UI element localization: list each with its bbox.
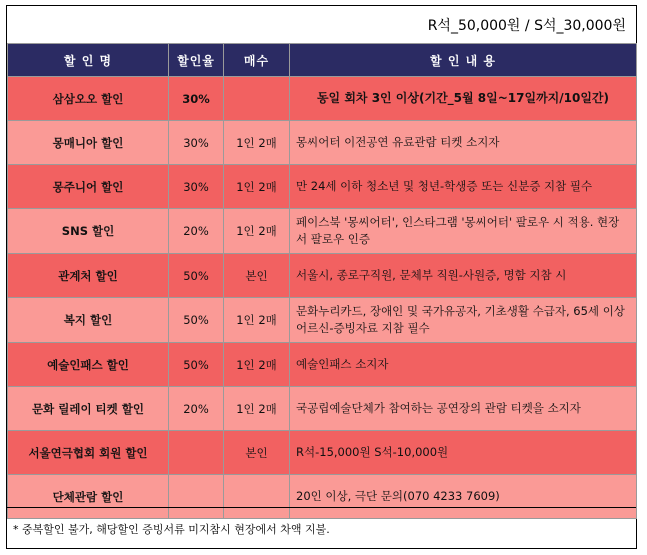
discount-rate: 50% (169, 298, 224, 343)
discount-desc: 만 24세 이하 청소년 및 청년-학생증 또는 신분증 지참 필수 (290, 165, 637, 209)
discount-count: 1인 2매 (224, 209, 290, 254)
table-header-row (8, 44, 637, 77)
table-row (8, 298, 637, 343)
discount-name: 몽매니아 할인 (8, 121, 169, 165)
discount-count: 1인 2매 (224, 298, 290, 343)
column-header-desc: 할 인 내 용 (290, 44, 637, 77)
footnote: * 중복할인 불가, 해당할인 증빙서류 미지참시 현장에서 차액 지불. (7, 507, 636, 549)
discount-name: 몽주니어 할인 (8, 165, 169, 209)
discount-count: 1인 2매 (224, 165, 290, 209)
discount-desc: R석-15,000원 S석-10,000원 (290, 431, 637, 475)
discount-count: 1인 2매 (224, 121, 290, 165)
price-header: R석_50,000원 / S석_30,000원 (7, 6, 636, 44)
column-header-name: 할 인 명 (8, 44, 169, 77)
discount-count (224, 77, 290, 121)
discount-count: 1인 2매 (224, 343, 290, 387)
discount-desc: 국공립예술단체가 참여하는 공연장의 관람 티켓을 소지자 (290, 387, 637, 431)
table-row (8, 387, 637, 431)
discount-desc: 문화누리카드, 장애인 및 국가유공자, 기초생활 수급자, 65세 이상 어르신-증빙자료 지참 필수 (290, 298, 637, 343)
table-row (8, 209, 637, 254)
discount-count: 1인 2매 (224, 387, 290, 431)
discount-name: SNS 할인 (8, 209, 169, 254)
discount-name: 단체관람 할인 (8, 475, 169, 519)
table-row (8, 165, 637, 209)
discount-rate: 30% (169, 77, 224, 121)
discount-name: 서울연극협회 회원 할인 (8, 431, 169, 475)
discount-rate: 20% (169, 209, 224, 254)
table-row (8, 121, 637, 165)
table-row (8, 431, 637, 475)
discount-desc: 서울시, 종로구직원, 문체부 직원-사원증, 명함 지참 시 (290, 254, 637, 298)
discount-table (7, 43, 637, 519)
discount-rate (169, 431, 224, 475)
discount-name: 삼삼오오 할인 (8, 77, 169, 121)
table-row (8, 77, 637, 121)
discount-count: 본인 (224, 431, 290, 475)
discount-name: 관계처 할인 (8, 254, 169, 298)
discount-count: 본인 (224, 254, 290, 298)
discount-rate: 20% (169, 387, 224, 431)
discount-desc: 동일 회차 3인 이상(기간_5월 8일~17일까지/10일간) (290, 77, 637, 121)
discount-desc: 몽씨어터 이전공연 유료관람 티켓 소지자 (290, 121, 637, 165)
column-header-rate: 할인율 (169, 44, 224, 77)
discount-name: 예술인패스 할인 (8, 343, 169, 387)
table-row (8, 343, 637, 387)
discount-table-frame (6, 5, 637, 549)
discount-rate: 50% (169, 343, 224, 387)
table-row (8, 254, 637, 298)
discount-desc: 20인 이상, 극단 문의(070 4233 7609) (290, 475, 637, 519)
discount-name: 문화 릴레이 티켓 할인 (8, 387, 169, 431)
column-header-count: 매수 (224, 44, 290, 77)
discount-name: 복지 할인 (8, 298, 169, 343)
discount-rate: 50% (169, 254, 224, 298)
discount-desc: 예술인패스 소지자 (290, 343, 637, 387)
discount-rate: 30% (169, 165, 224, 209)
discount-desc: 페이스북 '몽씨어터', 인스타그램 '몽씨어터' 팔로우 시 적용. 현장서 팔로우 인증 (290, 209, 637, 254)
discount-rate: 30% (169, 121, 224, 165)
